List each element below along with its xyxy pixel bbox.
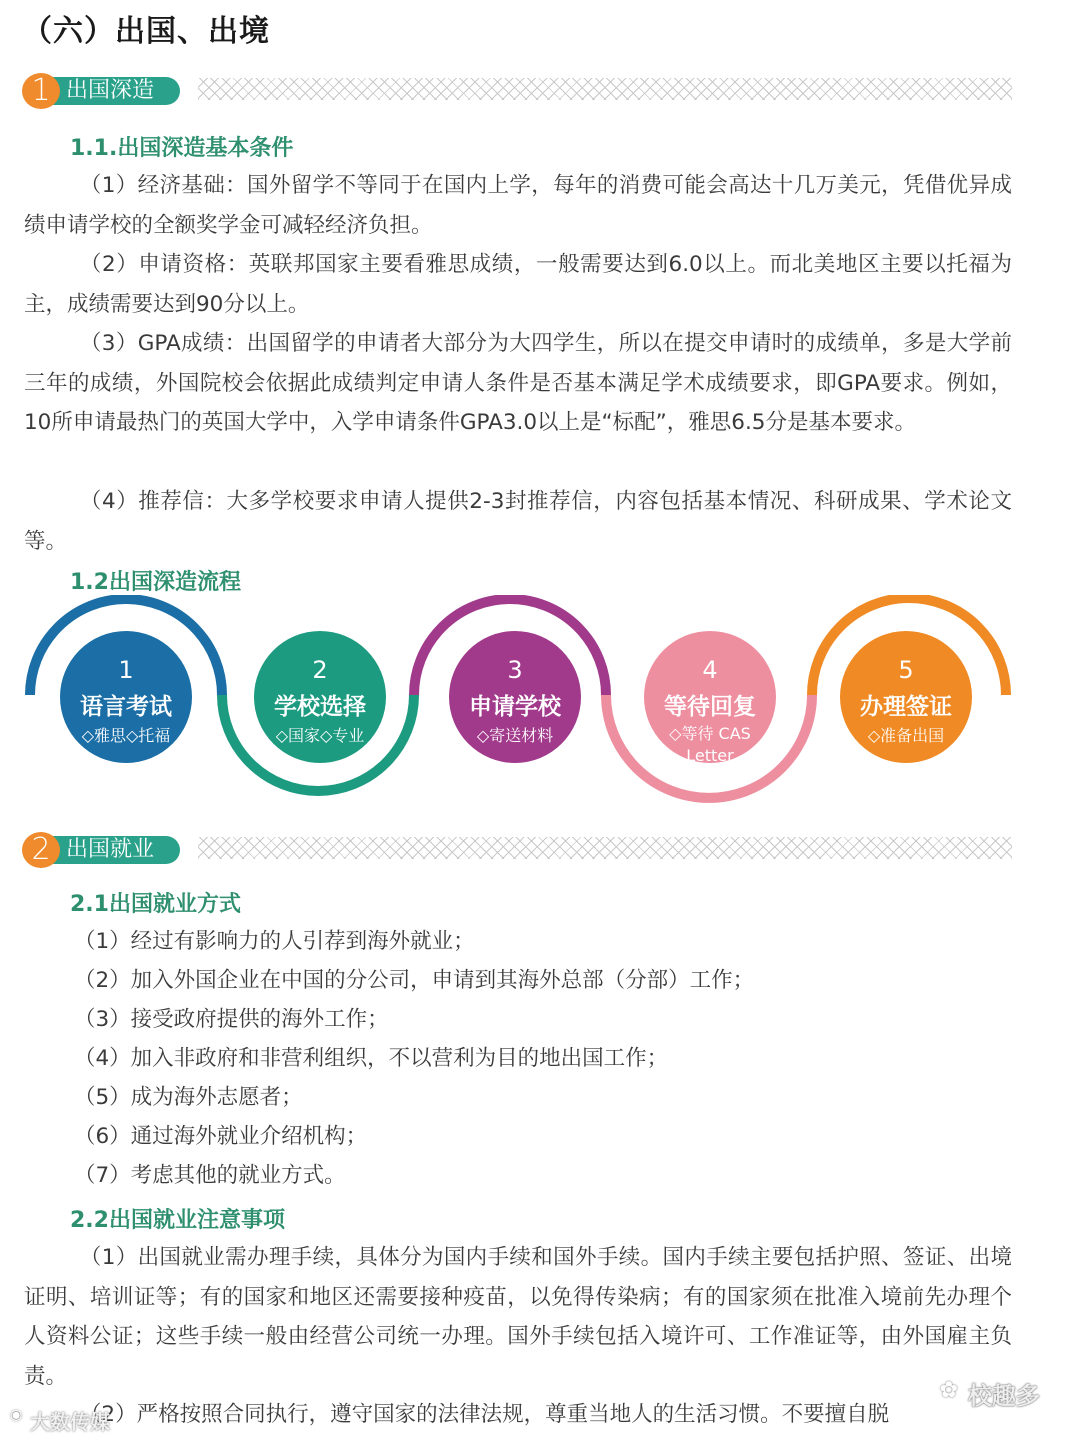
paragraph-recommendation-letter: （4）推荐信：大多学校要求申请人提供2-3封推荐信，内容包括基本情况、科研成果、学术论文等。 [24, 489, 1012, 554]
list-item: （1）经过有影响力的人引荐到海外就业； [74, 929, 475, 954]
sub-heading-employment-notes: 2.2出国就业注意事项 [70, 1208, 285, 1233]
section-header-employment-abroad [22, 832, 1012, 868]
decorative-cross-band [198, 837, 1012, 859]
step-number: 5 [898, 656, 914, 684]
section-number: 2 [22, 832, 60, 868]
wechat-icon: ✿ [939, 1378, 958, 1403]
step-desc: ◇雅思◇托福 [81, 726, 171, 745]
flow-step-5 [840, 631, 972, 763]
paragraph-gpa: （3）GPA成绩：出国留学的申请者大部分为大四学生，所以在提交申请时的成绩单，多是大学前三年的成绩，外国院校会依据此成绩判定申请人条件是否基本满足学术成绩要求，即GPA要求。例如，10所申请最热门的英国大学中，入学申请条件GPA3.0以上是“标配”，雅思6.5分是基本要求。 [24, 331, 1012, 435]
watermark-right: 校趣多 [968, 1382, 1040, 1410]
sub-heading-study-process: 1.2出国深造流程 [70, 570, 241, 595]
sub-heading-employment-methods: 2.1出国就业方式 [70, 892, 241, 917]
watermark-left: 大数传媒 [30, 1410, 110, 1434]
list-item: （2）加入外国企业在中国的分公司，申请到其海外总部（分部）工作； [74, 968, 755, 993]
study-abroad-process-diagram [0, 595, 1080, 815]
weibo-icon: ◉ [10, 1407, 23, 1423]
section-label: 出国深造 [46, 77, 180, 105]
step-number: 3 [507, 656, 523, 684]
page-title: （六）出国、出境 [22, 14, 270, 49]
step-title: 语言考试 [80, 694, 172, 720]
section-header-study-abroad [22, 73, 1012, 109]
list-item: （7）考虑其他的就业方式。 [74, 1163, 346, 1188]
section-number: 1 [22, 73, 60, 109]
list-item: （6）通过海外就业介绍机构； [74, 1124, 368, 1149]
step-desc-line2: Letter [686, 746, 734, 765]
step-desc: ◇准备出国 [867, 726, 945, 745]
step-number: 4 [702, 656, 718, 684]
list-item: （4）加入非政府和非营利组织，不以营利为目的地出国工作； [74, 1046, 669, 1071]
list-item: （3）接受政府提供的海外工作； [74, 1007, 389, 1032]
step-number: 1 [118, 656, 134, 684]
flow-step-2 [254, 631, 386, 763]
list-item: （5）成为海外志愿者； [74, 1085, 303, 1110]
step-desc: ◇等待 CAS [669, 724, 751, 743]
step-number: 2 [312, 656, 328, 684]
step-title: 办理签证 [860, 694, 952, 720]
flow-step-3 [449, 631, 581, 763]
flow-step-4 [644, 631, 776, 765]
sub-heading-basic-conditions: 1.1.出国深造基本条件 [70, 136, 294, 161]
flow-step-1 [60, 631, 192, 763]
paragraph-contract: （2）严格按照合同执行，遵守国家的法律法规，尊重当地人的生活习惯。不要擅自脱 [79, 1402, 890, 1427]
step-title: 等待回复 [664, 694, 756, 720]
step-desc: ◇寄送材料 [476, 726, 554, 745]
paragraph-economic-basis: （1）经济基础：国外留学不等同于在国内上学，每年的消费可能会高达十几万美元，凭借优异成绩申请学校的全额奖学金可减轻经济负担。 [24, 173, 1012, 238]
section-label: 出国就业 [46, 836, 180, 864]
step-title: 学校选择 [274, 694, 366, 720]
step-desc: ◇国家◇专业 [275, 726, 365, 745]
decorative-cross-band [198, 78, 1012, 100]
paragraph-application-qualification: （2）申请资格：英联邦国家主要看雅思成绩，一般需要达到6.0以上。而北美地区主要以托福为主，成绩需要达到90分以上。 [24, 252, 1012, 317]
step-title: 申请学校 [469, 694, 561, 720]
paragraph-procedures: （1）出国就业需办理手续，具体分为国内手续和国外手续。国内手续主要包括护照、签证、出境证明、培训证等；有的国家和地区还需要接种疫苗，以免得传染病；有的国家须在批准入境前先办理个人资料公证；这些手续一般由经营公司统一办理。国外手续包括入境许可、工作准证等，由外国雇主负责。 [24, 1245, 1012, 1389]
